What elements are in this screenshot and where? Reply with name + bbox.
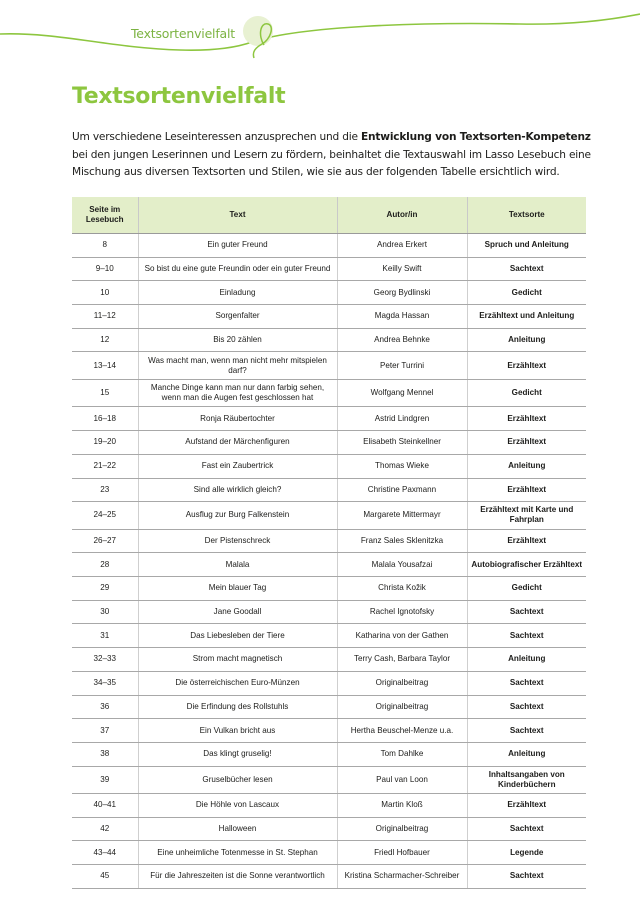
table-row	[72, 478, 586, 502]
text-title-cell: Der Pistenschreck	[138, 529, 337, 553]
table-row	[72, 553, 586, 577]
genre-cell: Erzähltext	[467, 431, 586, 455]
text-title-cell: Aufstand der Märchenfiguren	[138, 431, 337, 455]
table-row	[72, 281, 586, 305]
author-cell: Terry Cash, Barbara Taylor	[337, 648, 467, 672]
author-cell: Astrid Lindgren	[337, 407, 467, 431]
table-row	[72, 328, 586, 352]
page-cell: 15	[72, 379, 138, 407]
author-cell: Christine Paxmann	[337, 478, 467, 502]
genre-cell: Erzähltext und Anleitung	[467, 305, 586, 329]
table-row	[72, 695, 586, 719]
text-title-cell: Malala	[138, 553, 337, 577]
genre-cell: Anleitung	[467, 648, 586, 672]
text-title-cell: Für die Jahreszeiten ist die Sonne verantwortlich	[138, 865, 337, 889]
genre-cell: Sachtext	[467, 695, 586, 719]
table-row	[72, 529, 586, 553]
table-row	[72, 407, 586, 431]
author-cell: Magda Hassan	[337, 305, 467, 329]
table-row	[72, 379, 586, 407]
text-title-cell: Das Liebesleben der Tiere	[138, 624, 337, 648]
author-cell: Kristina Scharmacher-Schreiber	[337, 865, 467, 889]
text-title-cell: Was macht man, wenn man nicht mehr mitspielen darf?	[138, 352, 337, 380]
text-title-cell: Die Erfindung des Rollstuhls	[138, 695, 337, 719]
text-title-cell: Ausflug zur Burg Falkenstein	[138, 502, 337, 530]
page-cell: 36	[72, 695, 138, 719]
table-row	[72, 865, 586, 889]
text-title-cell: Die Höhle von Lascaux	[138, 794, 337, 818]
author-cell: Martin Kloß	[337, 794, 467, 818]
table-row	[72, 577, 586, 601]
text-title-cell: Jane Goodall	[138, 600, 337, 624]
text-overview-table	[72, 197, 586, 889]
page-cell: 31	[72, 624, 138, 648]
intro-text-emphasis: Entwicklung von Textsorten-Kompetenz	[361, 131, 591, 143]
genre-cell: Autobiografischer Erzähltext	[467, 553, 586, 577]
table-row	[72, 671, 586, 695]
genre-cell: Sachtext	[467, 600, 586, 624]
page-cell: 42	[72, 817, 138, 841]
text-title-cell: Ein Vulkan bricht aus	[138, 719, 337, 743]
page-cell: 16–18	[72, 407, 138, 431]
author-cell: Andrea Behnke	[337, 328, 467, 352]
author-cell: Tom Dahlke	[337, 742, 467, 766]
genre-cell: Sachtext	[467, 865, 586, 889]
intro-text-start: Um verschiedene Leseinteressen anzusprechen und die	[72, 131, 361, 143]
table-row	[72, 454, 586, 478]
table-row	[72, 742, 586, 766]
table-row	[72, 600, 586, 624]
page-cell: 43–44	[72, 841, 138, 865]
page-cell: 13–14	[72, 352, 138, 380]
text-title-cell: Manche Dinge kann man nur dann farbig sehen, wenn man die Augen fest geschlossen hat	[138, 379, 337, 407]
table-row	[72, 234, 586, 258]
page-cell: 8	[72, 234, 138, 258]
author-cell: Katharina von der Gathen	[337, 624, 467, 648]
genre-cell: Anleitung	[467, 454, 586, 478]
author-cell: Rachel Ignotofsky	[337, 600, 467, 624]
table-row	[72, 719, 586, 743]
page-cell: 9–10	[72, 257, 138, 281]
genre-cell: Anleitung	[467, 742, 586, 766]
page-cell: 12	[72, 328, 138, 352]
page-cell: 10	[72, 281, 138, 305]
page-cell: 34–35	[72, 671, 138, 695]
genre-cell: Sachtext	[467, 257, 586, 281]
author-cell: Wolfgang Mennel	[337, 379, 467, 407]
intro-paragraph	[72, 129, 592, 182]
author-cell: Paul van Loon	[337, 766, 467, 794]
author-cell: Originalbeitrag	[337, 671, 467, 695]
author-cell: Georg Bydlinski	[337, 281, 467, 305]
author-cell: Malala Yousafzai	[337, 553, 467, 577]
text-title-cell: Sorgenfalter	[138, 305, 337, 329]
text-title-cell: Ronja Räubertochter	[138, 407, 337, 431]
table-row	[72, 794, 586, 818]
author-cell: Thomas Wieke	[337, 454, 467, 478]
table-row	[72, 817, 586, 841]
table-row	[72, 841, 586, 865]
table-row	[72, 305, 586, 329]
text-title-cell: Eine unheimliche Totenmesse in St. Stephan	[138, 841, 337, 865]
genre-cell: Spruch und Anleitung	[467, 234, 586, 258]
genre-cell: Sachtext	[467, 624, 586, 648]
table-row	[72, 257, 586, 281]
page-cell: 28	[72, 553, 138, 577]
table-row	[72, 352, 586, 380]
genre-cell: Legende	[467, 841, 586, 865]
text-title-cell: Strom macht magnetisch	[138, 648, 337, 672]
table-row	[72, 648, 586, 672]
text-title-cell: Mein blauer Tag	[138, 577, 337, 601]
page-cell: 23	[72, 478, 138, 502]
page-cell: 19–20	[72, 431, 138, 455]
table-row	[72, 624, 586, 648]
author-cell: Hertha Beuschel-Menze u.a.	[337, 719, 467, 743]
author-cell: Margarete Mittermayr	[337, 502, 467, 530]
author-cell: Keilly Swift	[337, 257, 467, 281]
table-row	[72, 431, 586, 455]
page-cell: 30	[72, 600, 138, 624]
page-cell: 21–22	[72, 454, 138, 478]
text-title-cell: So bist du eine gute Freundin oder ein guter Freund	[138, 257, 337, 281]
column-header-author: Autor/in	[337, 197, 467, 234]
header-banner-title: Textsortenvielfalt	[131, 26, 235, 41]
author-cell: Andrea Erkert	[337, 234, 467, 258]
author-cell: Elisabeth Steinkellner	[337, 431, 467, 455]
page-cell: 24–25	[72, 502, 138, 530]
genre-cell: Gedicht	[467, 379, 586, 407]
table-header-row	[72, 197, 586, 234]
genre-cell: Gedicht	[467, 281, 586, 305]
genre-cell: Inhaltsangaben von Kinderbüchern	[467, 766, 586, 794]
page-cell: 26–27	[72, 529, 138, 553]
genre-cell: Erzähltext	[467, 478, 586, 502]
genre-cell: Sachtext	[467, 817, 586, 841]
author-cell: Franz Sales Sklenitzka	[337, 529, 467, 553]
page-cell: 38	[72, 742, 138, 766]
column-header-genre: Textsorte	[467, 197, 586, 234]
page-cell: 32–33	[72, 648, 138, 672]
genre-cell: Erzähltext	[467, 794, 586, 818]
genre-cell: Gedicht	[467, 577, 586, 601]
text-title-cell: Halloween	[138, 817, 337, 841]
genre-cell: Anleitung	[467, 328, 586, 352]
genre-cell: Sachtext	[467, 671, 586, 695]
text-title-cell: Bis 20 zählen	[138, 328, 337, 352]
page-cell: 29	[72, 577, 138, 601]
author-cell: Originalbeitrag	[337, 817, 467, 841]
author-cell: Christa Kožik	[337, 577, 467, 601]
column-header-text: Text	[138, 197, 337, 234]
genre-cell: Erzähltext	[467, 529, 586, 553]
genre-cell: Erzähltext mit Karte und Fahrplan	[467, 502, 586, 530]
genre-cell: Erzähltext	[467, 352, 586, 380]
author-cell: Originalbeitrag	[337, 695, 467, 719]
text-title-cell: Das klingt gruselig!	[138, 742, 337, 766]
header-wave-decoration	[0, 0, 640, 60]
page-cell: 39	[72, 766, 138, 794]
text-title-cell: Gruselbücher lesen	[138, 766, 337, 794]
page-cell: 37	[72, 719, 138, 743]
text-title-cell: Die österreichischen Euro-Münzen	[138, 671, 337, 695]
page-title: Textsortenvielfalt	[72, 84, 286, 109]
page-cell: 45	[72, 865, 138, 889]
text-title-cell: Sind alle wirklich gleich?	[138, 478, 337, 502]
author-cell: Friedl Hofbauer	[337, 841, 467, 865]
intro-text-end: bei den jungen Leserinnen und Lesern zu fördern, beinhaltet die Textauswahl im Lasso Lesebuch eine Mischung aus diversen Textsorten und Stilen, wie sie aus der folgenden Tabelle ersichtlich wird.	[72, 148, 591, 178]
table-row	[72, 766, 586, 794]
text-title-cell: Ein guter Freund	[138, 234, 337, 258]
page-cell: 40–41	[72, 794, 138, 818]
page-cell: 11–12	[72, 305, 138, 329]
text-title-cell: Einladung	[138, 281, 337, 305]
table-row	[72, 502, 586, 530]
genre-cell: Sachtext	[467, 719, 586, 743]
genre-cell: Erzähltext	[467, 407, 586, 431]
author-cell: Peter Turrini	[337, 352, 467, 380]
text-title-cell: Fast ein Zaubertrick	[138, 454, 337, 478]
column-header-page: Seite im Lesebuch	[72, 197, 138, 234]
